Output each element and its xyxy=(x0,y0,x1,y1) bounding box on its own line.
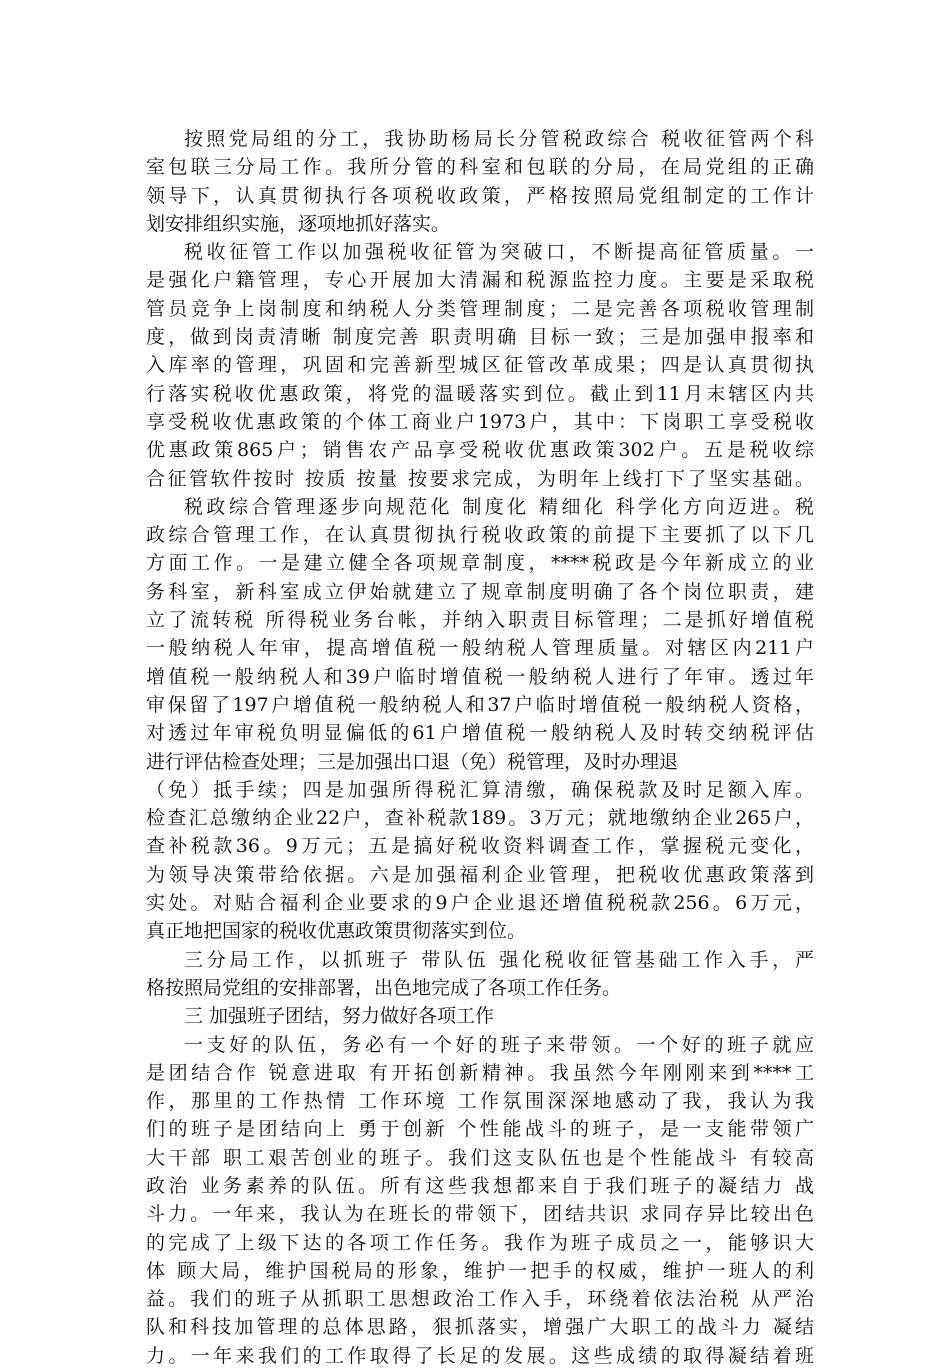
text-line: 享受税收优惠政策的个体工商业户1973户，其中：下岗职工享受税收 xyxy=(146,410,814,433)
text-line: 斗力。一年来，我认为在班长的带领下，团结共识 求同存异比较出色 xyxy=(146,1203,814,1226)
text-line: 为领导决策带给依据。六是加强福利企业管理，把税收优惠政策落到 xyxy=(146,863,814,886)
text-line: 对透过年审税负明显偏低的61户增值税一般纳税人及时转交纳税评估 xyxy=(146,722,814,745)
text-line: 务科室，新科室成立伊始就建立了规章制度明确了各个岗位职责，建 xyxy=(146,580,814,603)
text-line: 格按照局党组的安排部署，出色地完成了各项工作任务。 xyxy=(146,976,622,999)
text-line: 检查汇总缴纳企业22户，查补税款189。3万元；就地缴纳企业265户， xyxy=(146,807,814,830)
text-line: 合征管软件按时 按质 按量 按要求完成，为明年上线打下了坚实基础。 xyxy=(146,467,814,490)
text-line: 税政综合管理逐步向规范化 制度化 精细化 科学化方向迈进。税 xyxy=(184,495,814,518)
text-line: 进行评估检查处理；三是加强出口退（免）税管理，及时办理退 xyxy=(146,750,679,773)
text-line: 优惠政策865户；销售农产品享受税收优惠政策302户。五是税收综 xyxy=(146,439,814,462)
text-line: 室包联三分局工作。我所分管的科室和包联的分局，在局党组的正确 xyxy=(146,156,814,179)
text-line: 入库率的管理，巩固和完善新型城区征管改革成果；四是认真贯彻执 xyxy=(146,354,814,377)
text-line: 力。一年来我们的工作取得了长足的发展。这些成绩的取得凝结着班 xyxy=(146,1344,814,1367)
text-line: 管员竞争上岗制度和纳税人分类管理制度；二是完善各项税收管理制 xyxy=(146,297,814,320)
text-line: 真正地把国家的税收优惠政策贯彻落实到位。 xyxy=(146,920,527,943)
document-body xyxy=(146,125,814,1370)
text-line: 政治 业务素养的队伍。所有这些我想都来自于我们班子的凝结力 战 xyxy=(146,1174,814,1197)
text-line: 益。我们的班子从抓职工思想政治工作入手，环绕着依法治税 从严治 xyxy=(146,1288,814,1311)
text-line: 实处。对贴合福利企业要求的9户企业退还增值税税款256。6万元， xyxy=(146,892,814,915)
text-line: 方面工作。一是建立健全各项规章制度，****税政是今年新成立的业 xyxy=(146,552,814,575)
text-line: 一般纳税人年审，提高增值税一般纳税人管理质量。对辖区内211户 xyxy=(146,637,814,660)
text-line: 们的班子是团结向上 勇于创新 个性能战斗的班子，是一支能带领广 xyxy=(146,1118,814,1141)
text-line: 税收征管工作以加强税收征管为突破口，不断提高征管质量。一 xyxy=(184,241,814,264)
text-line: 三分局工作，以抓班子 带队伍 强化税收征管基础工作入手，严 xyxy=(184,948,814,971)
text-line: 增值税一般纳税人和39户临时增值税一般纳税人进行了年审。透过年 xyxy=(146,665,814,688)
text-line: 是团结合作 锐意进取 有开拓创新精神。我虽然今年刚刚来到****工 xyxy=(146,1061,814,1084)
text-line: 是强化户籍管理，专心开展加大清漏和税源监控力度。主要是采取税 xyxy=(146,269,814,292)
text-line: 度，做到岗责清晰 制度完善 职责明确 目标一致；三是加强申报率和 xyxy=(146,326,814,349)
text-line: （免）抵手续；四是加强所得税汇算清缴，确保税款及时足额入库。 xyxy=(146,778,814,801)
text-line: 行落实税收优惠政策，将党的温暖落实到位。截止到11月末辖区内共 xyxy=(146,382,814,405)
text-line: 按照党局组的分工，我协助杨局长分管税政综合 税收征管两个科 xyxy=(184,128,814,150)
text-line: 审保留了197户增值税一般纳税人和37户临时增值税一般纳税人资格， xyxy=(146,693,814,716)
text-line: 查补税款36。9万元；五是搞好税收资料调查工作，掌握税元变化， xyxy=(146,835,814,858)
text-line: 大干部 职工艰苦创业的班子。我们这支队伍也是个性能战斗 有较高 xyxy=(146,1146,814,1169)
text-line: 政综合管理工作，在认真贯彻执行税收政策的前提下主要抓了以下几 xyxy=(146,524,814,547)
text-line: 体 顾大局，维护国税局的形象，维护一把手的权威，维护一班人的利 xyxy=(146,1259,814,1282)
text-line: 一支好的队伍，务必有一个好的班子来带领。一个好的班子就应 xyxy=(184,1033,814,1056)
text-line: 作，那里的工作热情 工作环境 工作氛围深深地感动了我，我认为我 xyxy=(146,1090,814,1113)
text-line: 领导下，认真贯彻执行各项税收政策，严格按照局党组制定的工作计 xyxy=(146,184,814,207)
text-line: 的完成了上级下达的各项工作任务。我作为班子成员之一，能够识大 xyxy=(146,1231,814,1254)
text-line: 队和科技加管理的总体思路，狠抓落实，增强广大职工的战斗力 凝结 xyxy=(146,1316,814,1339)
text-line: 三 加强班子团结，努力做好各项工作 xyxy=(184,1005,495,1028)
text-line: 划安排组织实施，逐项地抓好落实。 xyxy=(146,212,451,235)
text-line: 立了流转税 所得税业务台帐，并纳入职责目标管理；二是抓好增值税 xyxy=(146,609,814,632)
